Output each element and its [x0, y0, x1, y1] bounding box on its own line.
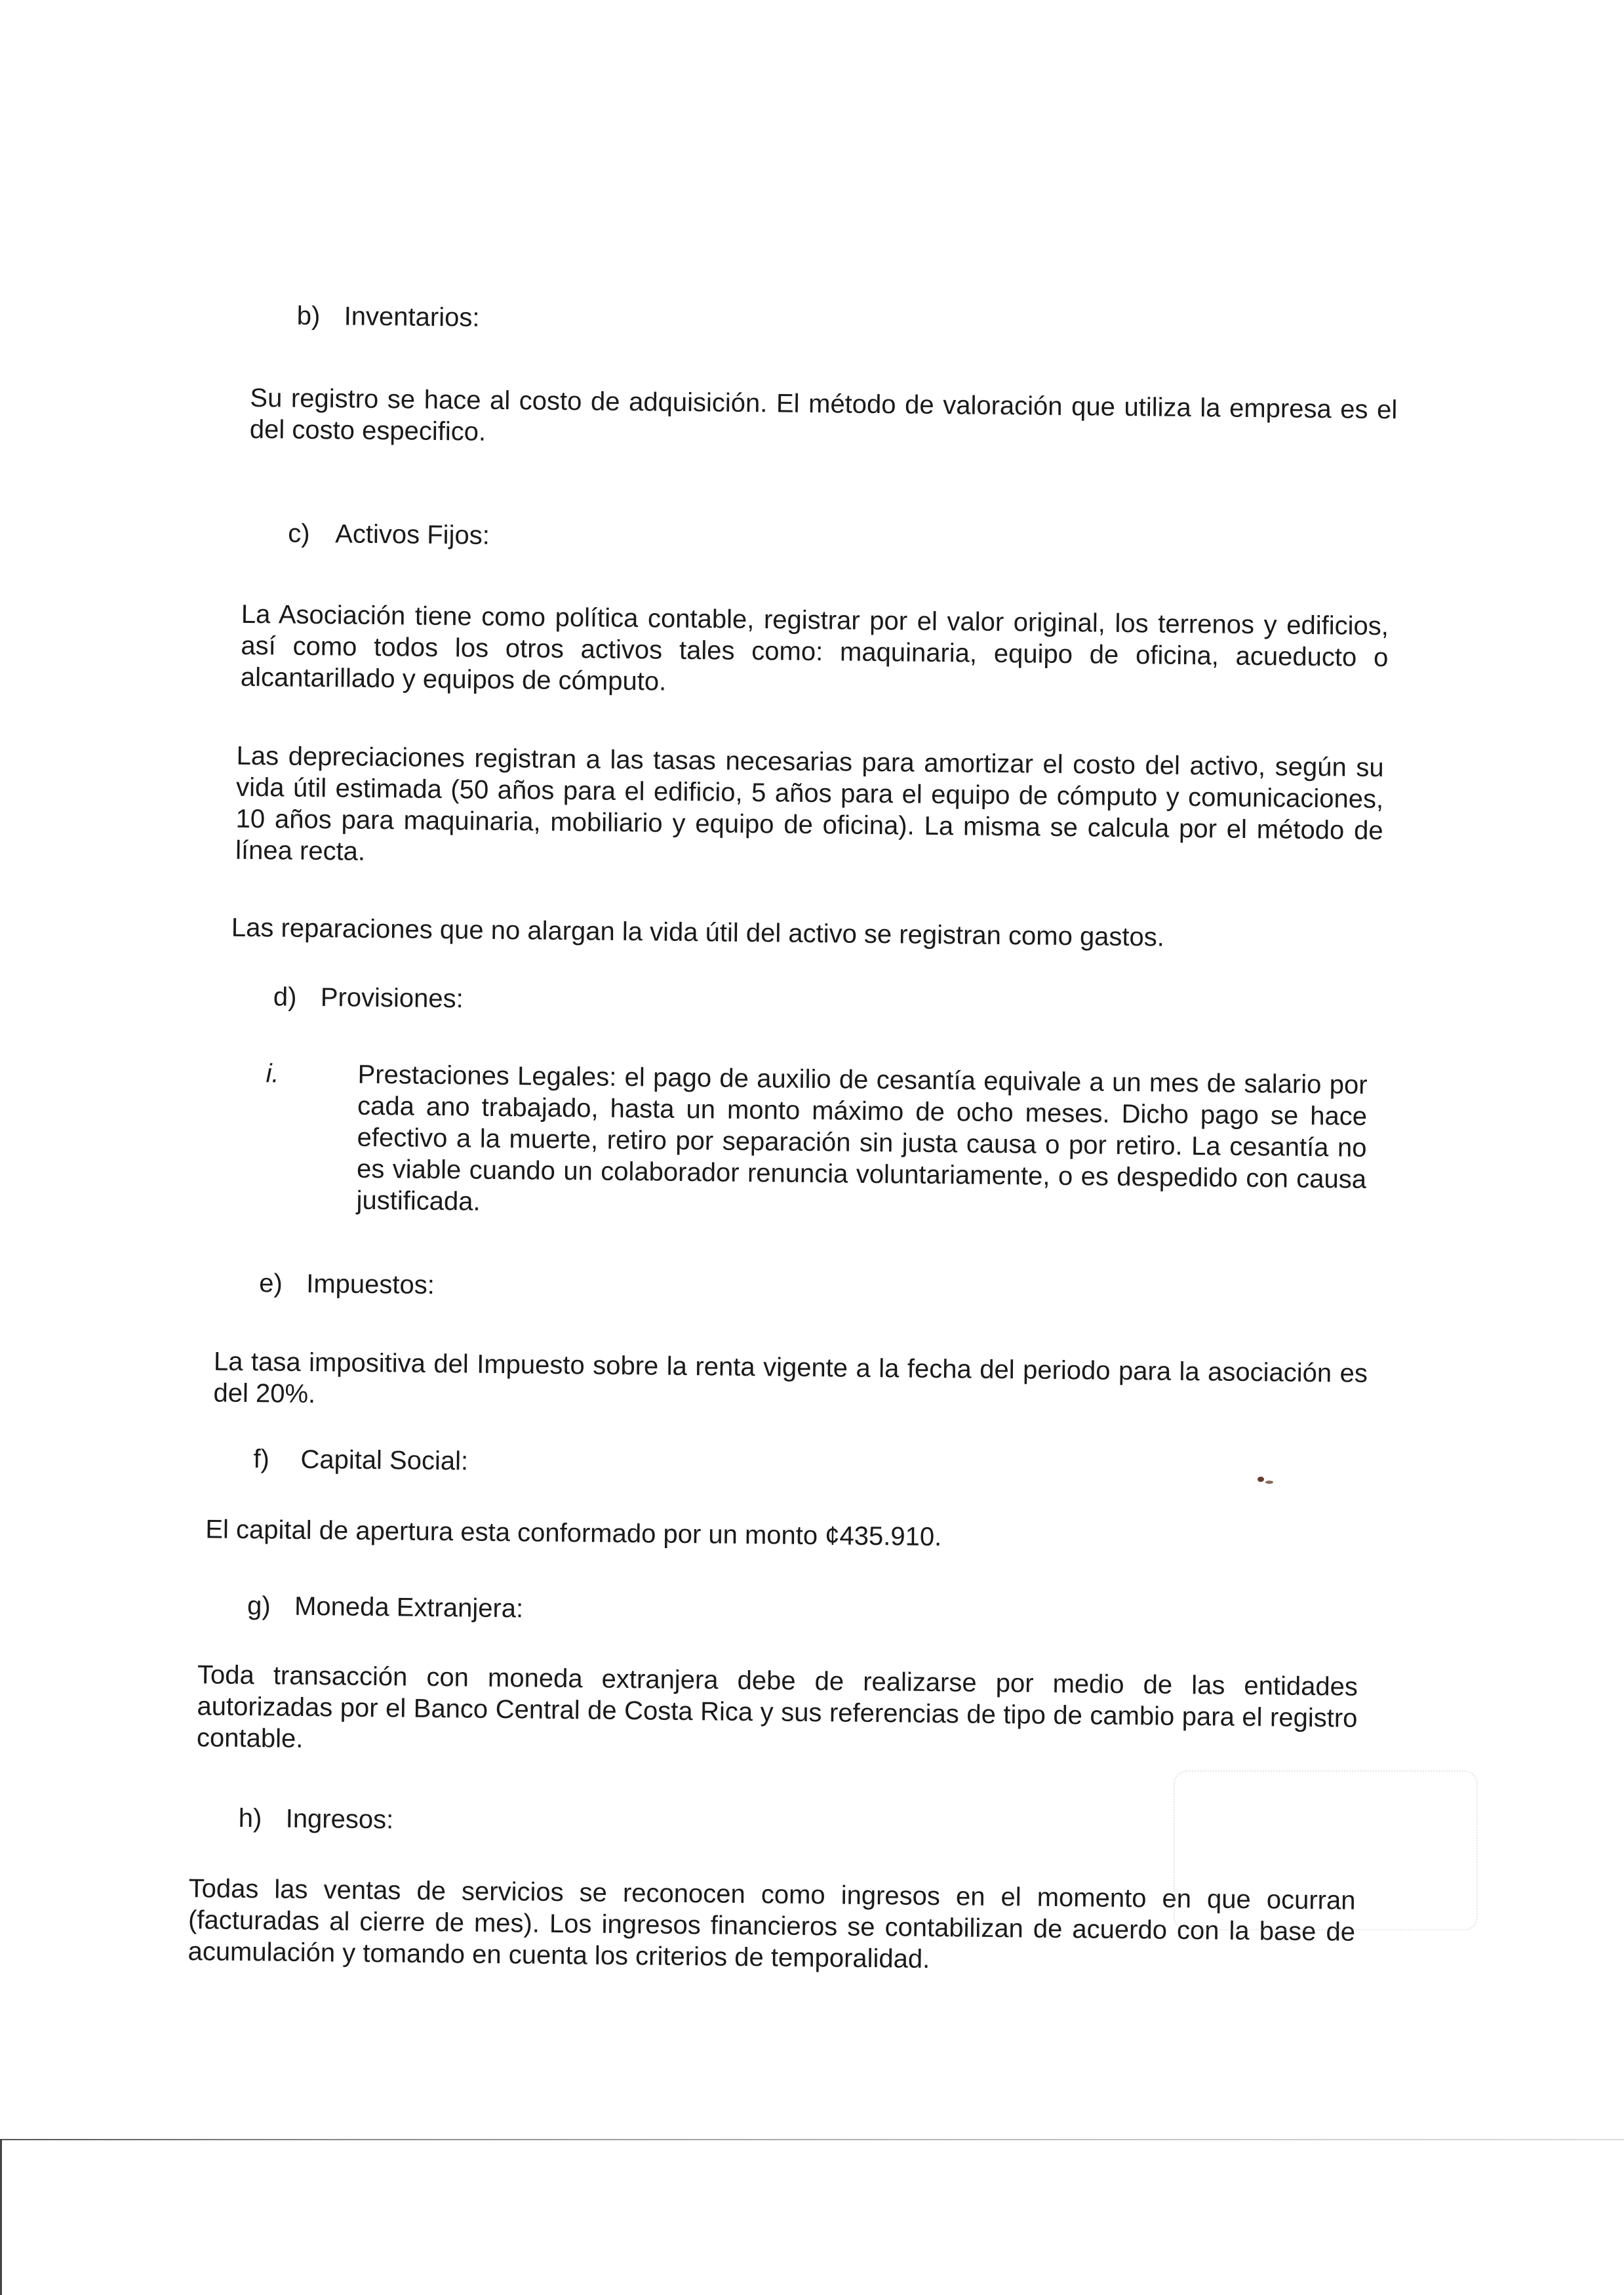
heading-inventarios [296, 300, 479, 334]
heading-letter: h) [238, 1803, 262, 1833]
heading-title: Impuestos: [306, 1269, 435, 1300]
heading-capital-social [253, 1443, 468, 1477]
heading-title: Activos Fijos: [335, 519, 490, 550]
provisiones-list-item [264, 1058, 1381, 1240]
heading-letter: d) [273, 982, 297, 1012]
heading-letter: f) [253, 1445, 270, 1474]
paragraph-activos-fijos-depreciation: Las depreciaciones registran a las tasas necesarias para amortizar el costo del activo, según su vida útil estimada (50 años para el edificio, 5 años para el equipo de cómputo y comunicaciones, 10 años para maquinaria, mobiliario y equipo de oficina). La misma se calcula por el método de línea recta. [235, 741, 1384, 866]
paragraph-ingresos: Todas las ventas de servicios se reconocen como ingresos en el momento en que ocurran (facturadas al cierre de mes). Los ingresos financieros se contabilizan de acuerdo con la base de acumulación y tomando en cuenta los criterios de temporalidad. [188, 1874, 1356, 1974]
list-marker: i. [266, 1059, 279, 1088]
heading-title: Moneda Extranjera: [294, 1591, 524, 1624]
heading-title: Provisiones: [320, 983, 464, 1014]
scan-edge-left [0, 2139, 2, 2295]
ink-speck [1258, 1477, 1264, 1482]
faint-stamp-mark [1174, 1770, 1478, 1930]
scan-edge-line [0, 2139, 1624, 2140]
paragraph-moneda-extranjera: Toda transacción con moneda extranjera debe de realizarse por medio de las entidades autorizadas por el Banco Central de Costa Rica y sus referencias de tipo de cambio para el registro contable. [196, 1660, 1358, 1753]
heading-title: Ingresos: [285, 1804, 394, 1835]
paragraph-impuestos: La tasa impositiva del Impuesto sobre la renta vigente a la fecha del periodo para la asociación es del 20%. [213, 1347, 1368, 1409]
heading-letter: c) [288, 519, 310, 548]
paragraph-capital-social: El capital de apertura esta conformado por un monto ¢435.910. [205, 1515, 942, 1552]
heading-letter: b) [296, 301, 321, 331]
heading-impuestos [259, 1267, 435, 1301]
heading-provisiones [273, 981, 464, 1014]
heading-moneda-extranjera [247, 1590, 524, 1624]
heading-ingresos [238, 1803, 393, 1835]
paragraph-inventarios: Su registro se hace al costo de adquisición. El método de valoración que utiliza la empresa es el del costo especifico. [249, 383, 1398, 447]
list-item-text: Prestaciones Legales: el pago de auxilio de cesantía equivale a un mes de salario por cada ano trabajado, hasta un monto máximo de ocho meses. Dicho pago se hace efectivo a la muerte, retiro por separación sin justa causa o por retiro. La cesantía no es viable cuando un colaborador renuncia voluntariamente, o es despedido con causa justificada. [356, 1060, 1368, 1216]
heading-activos-fijos [288, 518, 490, 551]
heading-letter: g) [247, 1591, 271, 1621]
ink-speck [1265, 1481, 1273, 1484]
heading-letter: e) [259, 1269, 283, 1298]
heading-title: Capital Social: [300, 1445, 469, 1476]
paragraph-activos-fijos-repairs: Las reparaciones que no alargan la vida útil del activo se registran como gastos. [231, 913, 1165, 952]
paragraph-activos-fijos-policy: La Asociación tiene como política contable, registrar por el valor original, los terrenos y edificios, así como todos los otros activos tales como: maquinaria, equipo de oficina, acueducto o alcantarillado y equipos de cómputo. [240, 599, 1389, 696]
heading-title: Inventarios: [344, 302, 480, 332]
